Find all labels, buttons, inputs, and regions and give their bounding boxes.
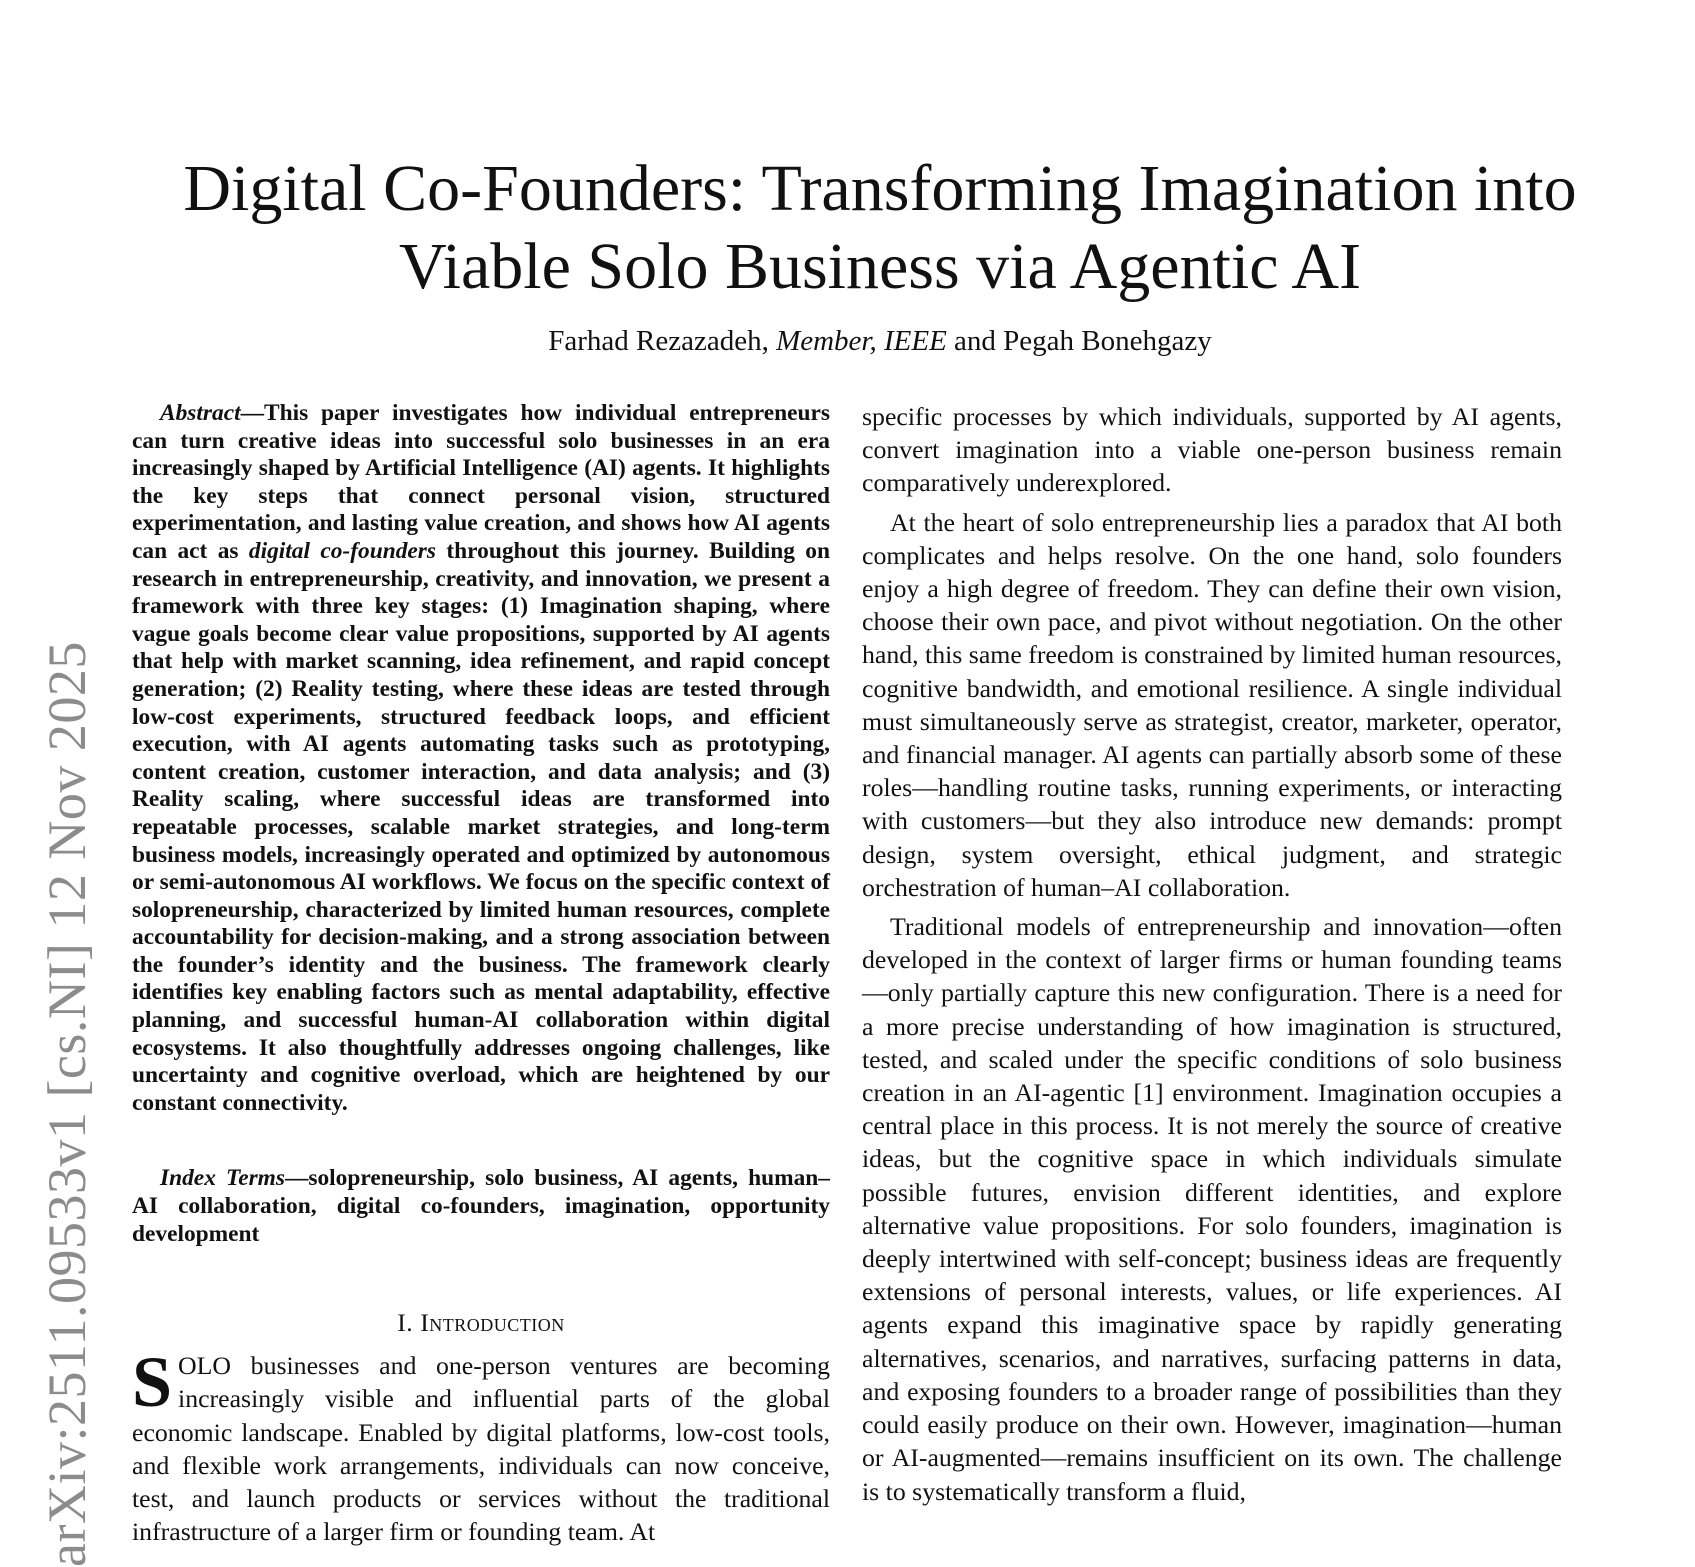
dropcap-letter: S <box>132 1342 173 1423</box>
arxiv-identifier-stamp[interactable]: arXiv:2511.09533v1 [cs.NI] 12 Nov 2025 <box>37 641 97 1567</box>
index-terms-dash: — <box>284 1165 309 1192</box>
author-connector: and <box>954 325 996 357</box>
introduction-text: businesses and one-person ventures are becoming increasingly visible and influential parts of the global economic landscape. Enabled by digital platforms, low-cost tools, and flexible work arrangements, individuals can now conceive, test, and launch products or services without the traditional infrastructure of a larger firm or founding team. At <box>132 1351 830 1547</box>
author-line <box>60 324 1695 358</box>
abstract-text-1: This paper investigates how individual entrepreneurs can turn creative ideas into successful solo businesses in an era increasingly shaped by Artificial Intelligence (AI) agents. It highlights the key steps that connect personal vision, structured experimentation, and lasting value creation, and shows how AI agents can act as <box>132 400 830 564</box>
abstract-label: Abstract <box>160 400 241 426</box>
abstract-text-2: throughout this journey. Building on research in entrepreneurship, creativity, and innovation, we present a framework with three key stages: (1) Imagination shaping, where vague goals become clear value propositions, supported by AI agents that help with market scanning, idea refinement, and rapid concept generation; (2) Reality testing, where these ideas are tested through low-cost experiments, structured feedback loops, and efficient execution, with AI agents automating tasks such as prototyping, content creation, customer interaction, and data analysis; and (3) Reality scaling, where successful ideas are transformed into repeatable processes, scalable market strategies, and long-term business models, increasingly operated and optimized by autonomous or semi-autonomous AI workflows. We focus on the specific context of solopreneurship, characterized by limited human resources, complete accountability for decision-making, and a strong association between the founder’s identity and the business. The framework clearly identifies key enabling factors such as mental adaptability, effective planning, and successful human-AI collaboration within digital ecosystems. It also thoughtfully addresses ongoing challenges, like uncertainty and cognitive overload, which are heightened by our constant connectivity. <box>132 537 830 1116</box>
right-paragraph-3: Traditional models of entrepreneurship and innovation—often developed in the context of larger firms or human founding teams—only partially capture this new configuration. There is a need for a more precise understanding of how imagination is structured, tested, and scaled under the specific conditions of solo business creation in an AI-agentic [1] environment. Imagination occupies a central place in this process. It is not merely the source of creative ideas, but the cognitive space in which individuals simulate possible futures, envision different identities, and explore alternative value propositions. For solo founders, imagination is deeply intertwined with self-concept; business ideas are frequently extensions of personal interests, values, or life experiences. AI agents expand this imaginative space by rapidly generating alternatives, scenarios, and narratives, surfacing patterns in data, and exposing founders to a broader range of possibilities than they could easily produce on their own. However, imagination—human or AI-augmented—remains insufficient on its own. The challenge is to systematically transform a fluid, <box>862 912 1562 1506</box>
abstract-dash: — <box>240 400 264 426</box>
author-1: Farhad Rezazadeh, <box>548 325 769 357</box>
index-terms <box>132 1165 830 1248</box>
author-2: Pegah Bonehgazy <box>1003 325 1212 357</box>
abstract-emphasis: digital co-founders <box>248 537 436 564</box>
right-paragraph-1: specific processes by which individuals, supported by AI agents, convert imagination into a viable one-person business remain comparatively underexplored. <box>862 402 1562 498</box>
left-column <box>132 400 830 1548</box>
title-line-1: Digital Co-Founders: Transforming Imagination into <box>183 152 1577 225</box>
title-line-2: Viable Solo Business via Agentic AI <box>398 230 1362 303</box>
index-terms-label: Index Terms <box>160 1165 285 1192</box>
index-terms-text: solopreneurship, solo business, AI agents, human–AI collaboration, digital co-founders, imagination, opportunity development <box>132 1165 830 1247</box>
abstract <box>132 400 830 1117</box>
right-column <box>862 400 1562 1514</box>
introduction-paragraph <box>132 1342 830 1548</box>
paper-title <box>60 150 1695 306</box>
section-heading-introduction: I. Introduction <box>397 1308 565 1338</box>
author-affiliation: Member, IEEE <box>776 325 947 357</box>
right-paragraph-2: At the heart of solo entrepreneurship lies a paradox that AI both complicates and helps resolve. On the one hand, solo founders enjoy a high degree of freedom. They can define their own vision, choose their own pace, and pivot without negotiation. On the other hand, this same freedom is constrained by limited human resources, cognitive bandwidth, and emotional resilience. A single individual must simultaneously serve as strategist, creator, marketer, operator, and financial manager. AI agents can partially absorb some of these roles—handling routine tasks, running experiments, or interacting with customers—but they also introduce new demands: prompt design, system oversight, ethical judgment, and strategic orchestration of human–AI collaboration. <box>862 507 1562 902</box>
dropcap-rest: OLO <box>178 1351 232 1381</box>
